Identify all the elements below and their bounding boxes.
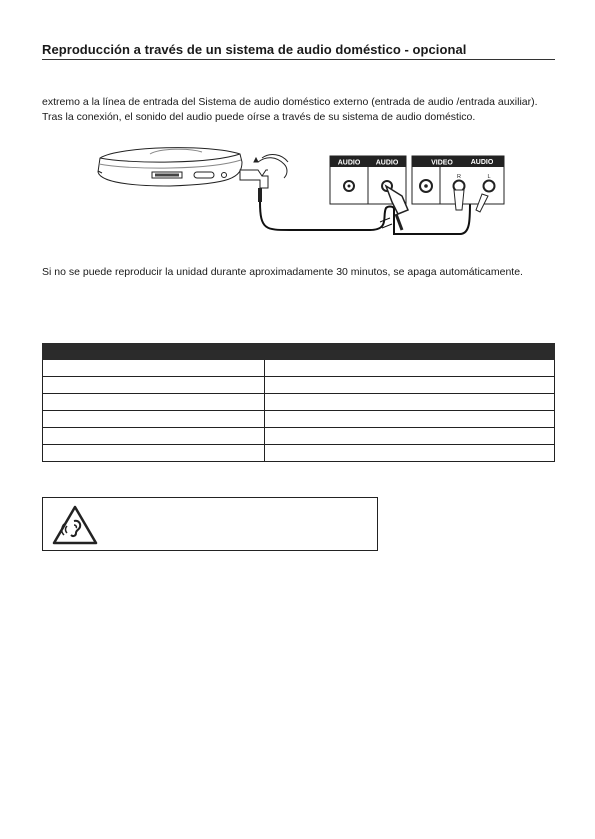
hearing-warning-box [42,497,378,551]
panel-label-video: VIDEO [431,159,453,167]
table-row [43,360,555,377]
auto-off-paragraph: Si no se puede reproducir la unidad durante aproximadamente 30 minutos, se apaga automáticamente. [42,266,523,278]
table-cell [43,377,265,394]
page-title: Reproducción a través de un sistema de audio doméstico - opcional [42,42,467,57]
table-cell [265,445,555,462]
cd-player-illustration [98,148,242,186]
table-cell [265,411,555,428]
table-row [43,428,555,445]
table-cell [265,428,555,445]
table-cell [265,394,555,411]
table-row [43,411,555,428]
title-divider [42,59,555,60]
spec-table [42,343,555,462]
connection-diagram [90,140,510,252]
table-cell [43,394,265,411]
panel-label-l: L [487,174,491,180]
table-row [43,445,555,462]
table-row [43,394,555,411]
table-header-cell [265,344,555,360]
table-cell [43,411,265,428]
table-cell [43,360,265,377]
table-cell [43,445,265,462]
panel-label-audio-3: AUDIO [470,159,494,166]
table-row [43,377,555,394]
connection-paragraph: extremo a la línea de entrada del Sistema de audio doméstico externo (entrada de audio /entrada auxiliar). Tras la conexión, el sonido del audio puede oírse a través de su sistema de audio doméstico. [42,96,538,123]
hearing-damage-warning-icon [52,505,98,545]
video-audio-panel [412,156,504,212]
audio-cable [260,202,470,234]
panel-label-r: R [457,174,461,180]
panel-label-audio-1: AUDIO [337,159,361,167]
table-cell [265,360,555,377]
table-header-row [43,344,555,360]
audio-plug-player [240,170,268,202]
table-cell [43,428,265,445]
table-cell [265,377,555,394]
table-header-cell [43,344,265,360]
panel-label-audio-2: AUDIO [375,159,399,167]
